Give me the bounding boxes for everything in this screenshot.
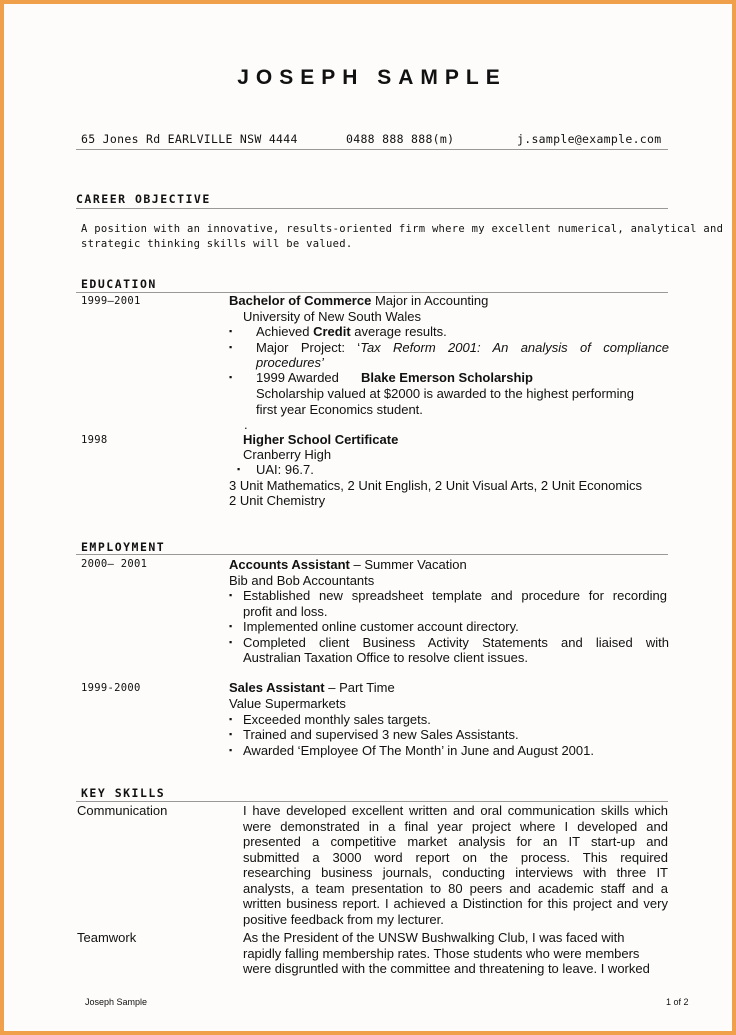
job-title-line [229,680,395,696]
employment-years: 2000– 2001 [81,558,148,570]
bullet-icon: ▪ [229,590,233,600]
list-item: ▪ Exceeded monthly sales targets. [229,712,431,727]
skill-description-teamwork: As the President of the UNSW Bushwalking Club, I was faced with rapidly falling membership rates. Those students who were members were disgruntled with the committee and threatening to leave. I worked [243,930,650,976]
bullet-icon: ▪ [229,714,233,724]
skill-label-communication: Communication [77,803,168,818]
employment-heading: EMPLOYMENT [81,540,166,554]
company-name: Bib and Bob Accountants [229,573,375,588]
bullet-icon: ▪ [229,372,233,382]
degree-major: Major in Accounting [371,293,489,308]
job-type: – Summer Vacation [349,557,467,572]
subjects-line: 3 Unit Mathematics, 2 Unit English, 2 Unit Visual Arts, 2 Unit Economics [229,478,643,493]
degree-line [229,293,488,309]
education-heading: EDUCATION [81,277,157,291]
employment-divider [76,554,668,555]
list-item: ▪ 1999 Awarded [229,370,339,385]
objective-line: A position with an innovative, results-oriented firm where my excellent numerical, analytical and [81,223,724,235]
education-years: 1999–2001 [81,295,141,307]
footer-page-number: 1 of 2 [666,997,689,1007]
list-item-continuation: procedures’ [256,355,324,370]
list-item: ▪ Established new spreadsheet template and procedure for recording [229,588,667,603]
bullet-icon: ▪ [229,621,233,631]
scholarship-name: Blake Emerson Scholarship [361,370,533,385]
list-item: ▪ UAI: 96.7. [237,462,314,477]
job-title: Accounts Assistant [229,557,350,572]
bullet-icon: ▪ [229,637,233,647]
list-item: ▪ Implemented online customer account directory. [229,619,519,634]
career-objective-heading: CAREER OBJECTIVE [76,192,211,206]
contact-email: j.sample@example.com [517,132,662,146]
institution: University of New South Wales [243,309,421,324]
subjects-line: 2 Unit Chemistry [229,493,326,508]
job-type: – Part Time [324,680,395,695]
bullet-icon: ▪ [229,326,233,336]
list-item-continuation: profit and loss. [243,604,328,619]
job-title: Sales Assistant [229,680,325,695]
skill-description-communication: I have developed excellent written and oral communication skills which were demonstrated in a final year project where I developed and presented a competitive market analysis for an IT start-up and submitted a 3000 word report on the process. This required researching business journals, conducting interviews with three IT analysts, a team presentation to 80 peers and academic staff and a written business report. I achieved a Distinction for this project and very positive feedback from my lecturer. [243,803,668,927]
header-divider [76,149,668,150]
stray-dot: . [244,417,248,432]
list-item-continuation: Scholarship valued at $2000 is awarded to the highest performing [256,386,634,401]
key-skills-heading: KEY SKILLS [81,786,166,800]
certificate-title: Higher School Certificate [243,432,399,447]
footer-name: Joseph Sample [85,997,148,1007]
bullet-icon: ▪ [237,464,241,474]
list-item: ▪ Awarded ‘Employee Of The Month’ in June and August 2001. [229,743,594,758]
list-item-continuation: first year Economics student. [256,402,423,417]
bullet-icon: ▪ [229,745,233,755]
bullet-icon: ▪ [229,729,233,739]
objective-line: strategic thinking skills will be valued. [81,238,353,250]
degree-title: Bachelor of Commerce [229,293,372,308]
list-item: ▪ Trained and supervised 3 new Sales Assistants. [229,727,519,742]
skills-divider [76,801,668,802]
resume-name: JOSEPH SAMPLE [237,66,507,89]
bullet-icon: ▪ [229,342,233,352]
list-item-continuation: Australian Taxation Office to resolve client issues. [243,650,528,665]
objective-divider [76,208,668,209]
employment-years: 1999-2000 [81,682,141,694]
contact-address: 65 Jones Rd EARLVILLE NSW 4444 [81,132,298,146]
job-title-line [229,557,467,573]
company-name: Value Supermarkets [229,696,346,711]
skill-label-teamwork: Teamwork [77,930,137,945]
list-item: ▪ Major Project: ‘Tax Reform 2001: An analysis of compliance [229,340,669,355]
list-item: ▪ Completed client Business Activity Statements and liaised with [229,635,669,650]
school-name: Cranberry High [243,447,332,462]
education-years: 1998 [81,434,108,446]
contact-phone: 0488 888 888(m) [346,132,455,146]
list-item: ▪ Achieved Credit average results. [229,324,447,339]
